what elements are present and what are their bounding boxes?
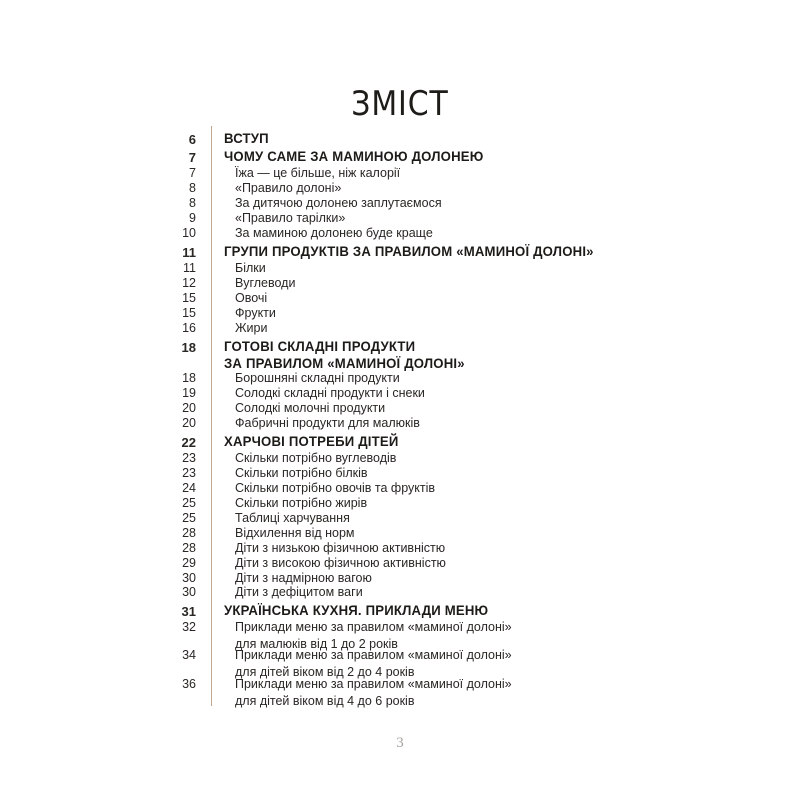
- toc-entry-line: Скільки потрібно вуглеводів: [235, 451, 397, 465]
- toc-entry-line: Приклади меню за правилом «маминої долоні»: [235, 677, 512, 691]
- toc-entry-line-2: для малюків від 1 до 2 років: [235, 637, 398, 651]
- toc-entry-line: Приклади меню за правилом «маминої долоні»: [235, 620, 512, 634]
- page-number: 3: [396, 735, 404, 751]
- toc-entry-line: Фабричні продукти для малюків: [235, 416, 420, 430]
- toc-entry-title: [235, 466, 368, 480]
- toc-entry-title: [235, 585, 363, 599]
- toc-entry-title: [235, 226, 433, 240]
- toc-entry-line: Скільки потрібно овочів та фруктів: [235, 481, 436, 495]
- toc-page-number: 7: [189, 166, 196, 180]
- toc-entry-title: [224, 433, 398, 449]
- toc-entry-title: [235, 511, 350, 525]
- toc-page-number: 30: [182, 585, 196, 599]
- toc-page-number: 20: [182, 416, 196, 430]
- toc-entry-line: Борошняні складні продукти: [235, 371, 400, 385]
- toc-page-number: 23: [182, 451, 196, 465]
- toc-page-number: 30: [182, 571, 196, 585]
- toc-entry-title: [224, 338, 465, 371]
- toc-entry-title: [235, 211, 345, 225]
- toc-entry-line: Діти з низькою фізичною активністю: [235, 541, 446, 555]
- toc-entry-line: Солодкі складні продукти і снеки: [235, 386, 425, 400]
- toc-entry-title: [235, 496, 367, 510]
- toc-entry-title: [235, 648, 512, 679]
- toc-page-number: 11: [183, 261, 196, 275]
- toc-page-number: 36: [182, 677, 196, 691]
- toc-entry-title: [235, 276, 295, 290]
- toc-entry-line-2: для дітей віком від 4 до 6 років: [235, 694, 415, 708]
- toc-page-number: 15: [182, 306, 196, 320]
- toc-page-number: 6: [188, 132, 196, 147]
- toc-page-number: 16: [182, 321, 196, 335]
- toc-page-number: 12: [182, 276, 196, 290]
- toc-entry-line: УКРАЇНСЬКА КУХНЯ. ПРИКЛАДИ МЕНЮ: [224, 602, 489, 618]
- toc-entry-line: Овочі: [235, 291, 268, 305]
- toc-entry-line-2: для дітей віком від 2 до 4 років: [235, 665, 415, 679]
- toc-entry-title: [235, 677, 512, 708]
- toc-entry-line: Діти з дефіцитом ваги: [235, 585, 363, 599]
- toc-entry-title: [235, 481, 435, 495]
- toc-entry-title: [235, 181, 341, 195]
- toc-entry-line: Фрукти: [235, 306, 276, 320]
- toc-page-number: 24: [182, 481, 196, 495]
- toc-entry-line: Скільки потрібно жирів: [235, 496, 368, 510]
- toc-entry-title: [235, 451, 396, 465]
- toc-entry-line: ВСТУП: [224, 130, 269, 146]
- toc-page-number: 8: [189, 196, 196, 210]
- toc-page-number: 8: [189, 181, 196, 195]
- toc-page-number: 29: [182, 556, 196, 570]
- toc-page-number: 31: [181, 604, 196, 619]
- toc-page-number: 20: [182, 401, 196, 415]
- toc-entry-title: [224, 148, 483, 164]
- toc-entry-title: [235, 166, 400, 180]
- toc-entry-title: [235, 196, 442, 210]
- toc-entry-line: ГРУПИ ПРОДУКТІВ ЗА ПРАВИЛОМ «МАМИНОЇ ДОЛОНІ»: [224, 243, 594, 259]
- toc-page-number: 7: [188, 150, 196, 165]
- toc-entry-title: [235, 386, 425, 400]
- toc-entry-title: [235, 291, 267, 305]
- toc-entry-line: Таблиці харчування: [235, 511, 350, 525]
- toc-entry-line: Солодкі молочні продукти: [235, 401, 386, 415]
- toc-page-number: 25: [182, 511, 196, 525]
- toc-entry-line: ХАРЧОВІ ПОТРЕБИ ДІТЕЙ: [224, 433, 399, 449]
- toc-entry-title: [235, 321, 267, 335]
- toc-entry-title: [235, 571, 372, 585]
- toc-entry-line: Вуглеводи: [235, 276, 296, 290]
- toc-page-number: 25: [182, 496, 196, 510]
- toc-entry-title: [235, 401, 385, 415]
- toc-page-number: 19: [182, 386, 196, 400]
- toc-entry-title: [235, 416, 420, 430]
- toc-entry-line: Білки: [235, 261, 266, 275]
- toc-entry-title: [224, 602, 488, 618]
- toc-page-number: 23: [182, 466, 196, 480]
- toc-page-number: 15: [182, 291, 196, 305]
- toc-page-number: 34: [182, 648, 196, 662]
- page-title: ЗМІСТ: [351, 84, 449, 124]
- toc-divider: [211, 126, 212, 706]
- toc-page-number: 10: [182, 226, 196, 240]
- toc-entry-title: [235, 620, 512, 651]
- toc-entry-title: [235, 306, 276, 320]
- toc-page-number: 28: [182, 541, 196, 555]
- toc-entry-line-2: ЗА ПРАВИЛОМ «МАМИНОЇ ДОЛОНІ»: [224, 355, 465, 371]
- toc-entry-line: ГОТОВІ СКЛАДНІ ПРОДУКТИ: [224, 338, 416, 354]
- toc-page-number: 11: [182, 245, 196, 260]
- toc-entry-title: [235, 541, 445, 555]
- toc-entry-title: [235, 556, 446, 570]
- toc-entry-line: Діти з високою фізичною активністю: [235, 556, 446, 570]
- toc-page-number: 18: [181, 340, 196, 355]
- toc-entry-title: [224, 130, 269, 146]
- toc-entry-line: Відхилення від норм: [235, 526, 355, 540]
- toc-entry-line: Їжа — це більше, ніж калорії: [235, 166, 401, 180]
- toc-entry-title: [235, 526, 355, 540]
- toc-entry-line: За маминою долонею буде краще: [235, 226, 433, 240]
- toc-entry-title: [235, 261, 266, 275]
- toc-entry-line: Жири: [235, 321, 268, 335]
- toc-page-number: 22: [181, 435, 196, 450]
- toc-entry-line: Скільки потрібно білків: [235, 466, 368, 480]
- toc-entry-line: «Правило тарілки»: [235, 211, 346, 225]
- toc-entry-line: Приклади меню за правилом «маминої долоні»: [235, 648, 512, 662]
- toc-page-number: 9: [189, 211, 196, 225]
- toc-entry-line: «Правило долоні»: [235, 181, 342, 195]
- toc-page-number: 32: [182, 620, 196, 634]
- toc-entry-line: За дитячою долонею заплутаємося: [235, 196, 442, 210]
- toc-entry-line: Діти з надмірною вагою: [235, 571, 372, 585]
- toc-page-number: 28: [182, 526, 196, 540]
- toc-entry-title: [224, 243, 594, 259]
- toc-entry-title: [235, 371, 400, 385]
- toc-entry-line: ЧОМУ САМЕ ЗА МАМИНОЮ ДОЛОНЕЮ: [224, 148, 484, 164]
- toc-page-number: 18: [182, 371, 196, 385]
